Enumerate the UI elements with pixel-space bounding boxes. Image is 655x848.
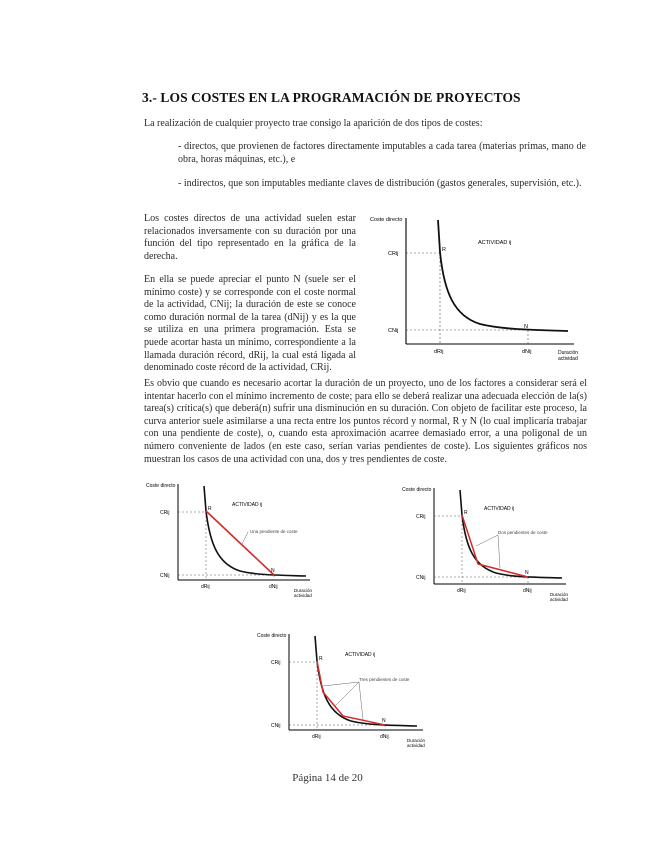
annotation-pointer-1 [323,682,359,686]
paragraph-direct-cost-relation: Los costes directos de una actividad suelen estar relacionados inversamente con su duración por una función del tipo representado en la gráfica de la derecha. [144,213,356,262]
paragraph-normal-point: En ella se puede apreciar el punto N (suele ser el mínimo coste) y se corresponde con el coste normal de la actividad, CNij; la duración de este se conoce como duración normal de la tarea (dNij) y es la que se utiliza en una primera programación. Esta se puede acortar hasta un mínimo, correspondiente a la llamada duración récord, dRij, la cual está ligada al denominado coste récord de la actividad, CRij. [144,274,356,374]
cr-label: CRij [416,514,426,520]
dn-label: dNij [380,734,389,740]
cost-slope-polyline [462,515,528,577]
cn-label: CNij [271,723,281,729]
bullet-indirect-costs: - indirectos, que son imputables mediante claves de distribución (gastos generales, supervisión, etc.). [178,178,582,189]
x-axis-label-2: actividad [550,597,568,602]
activity-label: ACTIVIDAD ij [484,506,515,512]
x-axis-label-2: actividad [558,356,578,362]
annotation-pointer-2 [335,682,359,706]
point-r-label: R [319,656,323,662]
section-title: 3.- LOS COSTES EN LA PROGRAMACIÓN DE PROYECTOS [142,90,521,105]
cn-label: CNij [416,575,426,581]
activity-label: ACTIVIDAD ij [232,502,263,508]
cost-slope-polyline [317,661,385,725]
x-axis-label-1: Duración [407,738,426,743]
bullet-direct-costs: - directos, que provienen de factores directamente imputables a cada tarea (materias primas, mano de obra, horas máquinas, etc.), e [178,141,586,165]
point-r-label: R [442,247,446,253]
point-n-label: N [271,568,275,574]
dr-label: dRij [201,584,210,590]
page-footer: Página 14 de 20 [292,772,363,784]
dr-label: dRij [312,734,321,740]
point-r-label: R [208,506,212,512]
slope-annotation: Una pendiente de coste [250,529,298,534]
cn-label: CNij [160,573,170,579]
one-slope-chart [144,480,320,608]
cn-label: CNij [388,328,399,334]
dn-label: dNij [269,584,278,590]
annotation-pointer [242,532,248,544]
cr-label: CRij [271,660,281,666]
y-axis-label: Coste directo [402,487,432,493]
cr-label: CRij [388,251,399,257]
y-axis-label: Coste directo [257,633,287,639]
main-cost-duration-chart [368,212,586,372]
activity-label: ACTIVIDAD ij [345,652,376,658]
annotation-pointer-3 [359,682,363,720]
dn-label: dNij [522,349,532,355]
point-n-label: N [524,324,528,330]
dr-label: dRij [434,349,444,355]
y-axis-label: Coste directo [146,483,176,489]
cost-curve [438,220,568,331]
paragraph-cost-slopes: Es obvio que cuando es necesario acortar la duración de un proyecto, uno de los factores a considerar será el intentar hacerlo con el mínimo incremento de coste; para ello se deberá realizar una adecuada elección de la(s) tarea(s) crítica(s) que deberá(n) sufrir una disminución en su duración. Con objeto de facilitar este proceso, la curva anterior suele asimilarse a una recta entre los puntos récord y normal, R y N (lo cual implicaría trabajar con una pendiente de coste), o, cuando esta aproximación acarree demasiado error, a una poligonal de un número conveniente de lados (en este caso, serían varias pendientes de coste). Los siguientes gráficos nos muestran los casos de una actividad con una, dos y tres pendientes de coste. [144,378,587,465]
intro-paragraph: La realización de cualquier proyecto trae consigo la aparición de dos tipos de costes: [144,118,483,129]
x-axis-label-2: actividad [407,743,425,748]
x-axis-label-1: Duración [294,588,313,593]
point-r-label: R [464,510,468,516]
x-axis-label-1: Duración [550,592,569,597]
y-axis-label: Coste directo [370,217,403,223]
cr-label: CRij [160,510,170,516]
cost-slope-line [206,511,274,575]
slope-annotation: Dos pendientes de coste [498,530,548,535]
annotation-pointer-2 [498,535,500,568]
dn-label: dNij [523,588,532,594]
three-slopes-chart [255,630,435,756]
x-axis-label-2: actividad [294,593,312,598]
point-n-label: N [382,718,386,724]
annotation-pointer-1 [476,535,498,546]
x-axis-label-1: Duración [558,350,579,356]
dr-label: dRij [457,588,466,594]
point-n-label: N [525,570,529,576]
activity-label: ACTIVIDAD ij [478,240,512,246]
two-slopes-chart [400,484,576,612]
slope-annotation: Tres pendientes de coste [359,677,410,682]
